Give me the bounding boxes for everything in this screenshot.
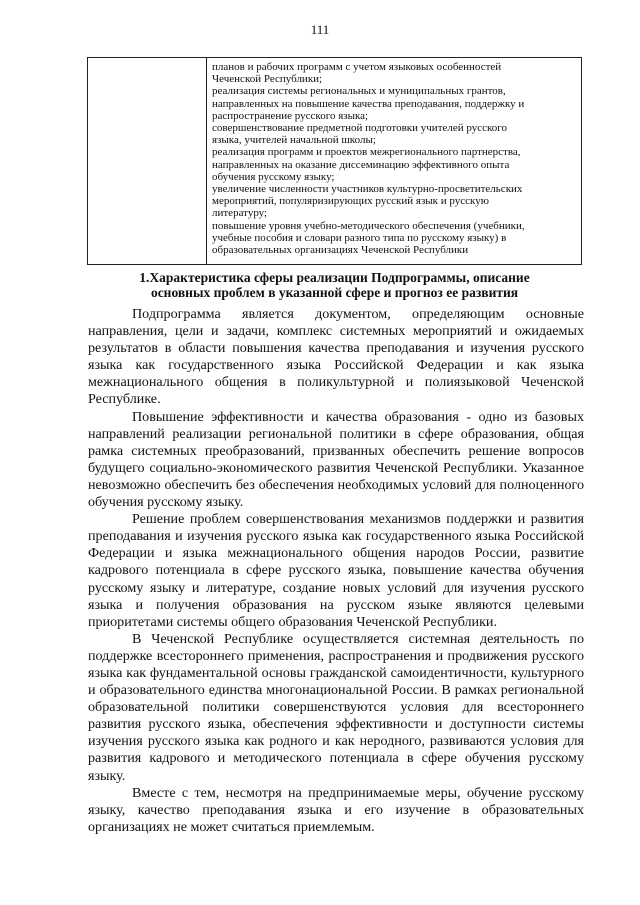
paragraph: Решение проблем совершенствования механизмов поддержки и развития преподавания и изучения русского языка как государственного языка Российской Федерации и языка межнационального общения народов России, развитие кадрового потенциала в сфере русского языка, повышение качества обучения русскому языку и литературе, создание новых условий для изучения русского языка и получения образования на русском языке являются целевыми приоритетами системы общего образования Чеченской Республики. [88, 511, 584, 630]
paragraph: Подпрограмма является документом, определяющим основные направления, цели и задачи, комплекс системных мероприятий и ожидаемых результатов в области повышения качества преподавания и изучения русского языка как государственного языка Российской Федерации и как языка межнационального общения в поликультурной и полиязыковой Чеченской Республике. [88, 306, 584, 408]
table-line: реализация системы региональных и муниципальных грантов, [212, 85, 506, 98]
table-line: увеличение численности участников культурно-просветительских [212, 183, 523, 196]
section-heading-line: 1.Характеристика сферы реализации Подпрограммы, описание [139, 270, 530, 285]
table-line: Чеченской Республики; [212, 73, 323, 86]
section-heading [87, 271, 582, 300]
section-body [88, 306, 584, 836]
table-cell [212, 61, 575, 256]
table-line: реализация программ и проектов межрегионального партнерства, [212, 146, 521, 159]
table-line: повышение уровня учебно-методического обеспечения (учебники, [212, 219, 525, 232]
table-line: учебные пособия и словари разного типа по русскому языку) в [212, 231, 507, 244]
table-line: распространение русского языка; [212, 109, 369, 122]
table-line: образовательных организациях Чеченской Республики [212, 244, 469, 257]
table-line: мероприятий, популяризирующих русский язык и русскую [212, 195, 489, 208]
table-line: планов и рабочих программ с учетом языковых особенностей [212, 61, 502, 73]
section-heading-line: основных проблем в указанной сфере и прогноз ее развития [150, 284, 519, 300]
page-number: 111 [310, 22, 330, 37]
table-line: литературу; [212, 207, 268, 220]
table-fragment [87, 57, 582, 265]
table-line: направленных на повышение качества преподавания, поддержку и [212, 97, 525, 110]
table-line: обучения русскому языку; [212, 170, 335, 183]
paragraph: Повышение эффективности и качества образования - одно из базовых направлений реализации региональной политики в сфере образования, общая рамка системных преобразований, призванных обеспечить решение вопросов будущего социально-экономического развития Чеченской Республики. Указанное невозможно обеспечить без обеспечения необходимых условий для полноценного обучения русскому языку. [88, 408, 584, 511]
paragraph: В Чеченской Республике осуществляется системная деятельность по поддержке всестороннего применения, распространения и продвижения русского языка как фундаментальной основы гражданской самоидентичности, культурного и образовательного единства многонациональной России. В рамках региональной образовательной политики совершенствуются условия для всестороннего развития русского языка, обеспечения эффективности и доступности системы изучения русского языка как родного и как неродного, развиваются условия для развития кадрового и методического потенциала в сфере обучения русскому языку. [88, 630, 584, 784]
table-line: языка, учителей начальной школы; [212, 134, 376, 147]
paragraph: Вместе с тем, несмотря на предпринимаемые меры, обучение русскому языку, качество преподавания языка и его изучение в образовательных организациях не может считаться приемлемым. [88, 784, 584, 835]
table-line: совершенствование предметной подготовки учителей русского [212, 122, 508, 135]
table-column-divider [206, 58, 207, 264]
table-line: направленных на оказание диссеминацию эффективного опыта [212, 158, 510, 171]
